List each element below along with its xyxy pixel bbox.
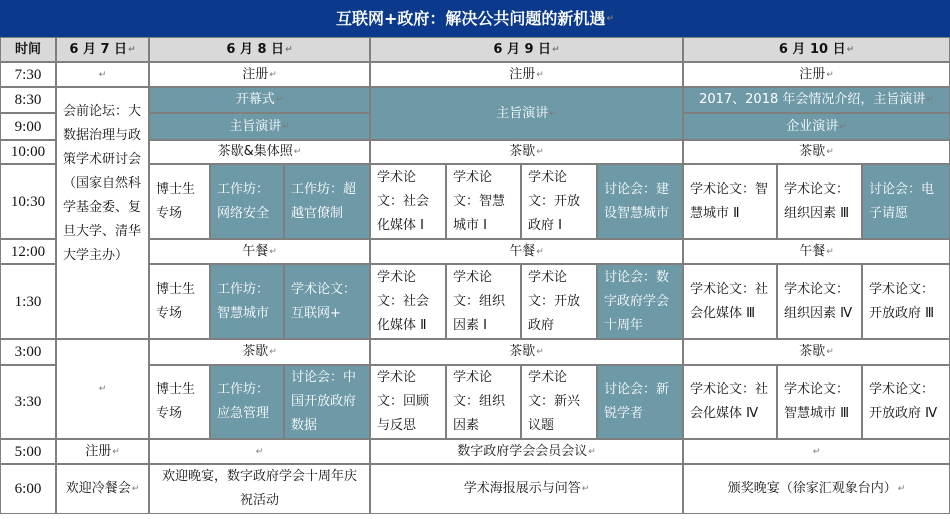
day10-empty-500: ↵ bbox=[683, 439, 950, 464]
day10-discussion-epetition: 讨论会：电子请愿 bbox=[862, 164, 950, 239]
day9-poster-session: 学术海报展示与问答 ↵ bbox=[370, 464, 683, 514]
day7-pre-forum: 会前论坛：大数据治理与政策学术研讨会（国家自然科学基金委、复旦大学、清华大学主办） bbox=[56, 87, 149, 339]
day10-intro-keynote: 2017、2018 年会情况介绍，主旨演讲 ↵ bbox=[683, 87, 950, 113]
day8-gala: 欢迎晚宴，数字政府学会十周年庆祝活动 bbox=[149, 464, 370, 514]
day8-phd-late: 博士生专场 bbox=[149, 365, 210, 439]
header-june-8: 6 月 8 日 ↵ bbox=[149, 37, 370, 62]
time-830: 8:30 bbox=[0, 87, 56, 113]
day9-keynote: 主旨演讲 ↵ bbox=[370, 87, 683, 140]
time-330: 3:30 bbox=[0, 365, 56, 439]
day9-member-meeting: 数字政府学会会员会议 ↵ bbox=[370, 439, 683, 464]
day9-discussion-smartcity: 讨论会：建设智慧城市 bbox=[597, 164, 683, 239]
day8-workshop-smartcity: 工作坊：智慧城市 bbox=[210, 264, 284, 339]
day10-paper-smartcity-2: 学术论文：智慧城市 Ⅱ bbox=[683, 164, 777, 239]
time-300: 3:00 bbox=[0, 339, 56, 365]
day10-tea-afternoon: 茶歇 ↵ bbox=[683, 339, 950, 365]
header-june-9: 6 月 9 日 ↵ bbox=[370, 37, 683, 62]
header-june-7: 6 月 7 日 ↵ bbox=[56, 37, 149, 62]
day7-empty-afternoon: ↵ bbox=[56, 339, 149, 439]
day7-registration: 注册 ↵ bbox=[56, 439, 149, 464]
day8-tea-afternoon: 茶歇 ↵ bbox=[149, 339, 370, 365]
time-1000: 10:00 bbox=[0, 140, 56, 164]
day8-registration: 注册 ↵ bbox=[149, 62, 370, 87]
day7-reception: 欢迎冷餐会 ↵ bbox=[56, 464, 149, 514]
schedule-title: 互联网+政府：解决公共问题的新机遇 ↵ bbox=[0, 0, 950, 37]
day10-enterprise-talk: 企业演讲 ↵ bbox=[683, 113, 950, 140]
day8-empty-500: ↵ bbox=[149, 439, 370, 464]
day8-lunch: 午餐 ↵ bbox=[149, 239, 370, 264]
header-june-10: 6 月 10 日 ↵ bbox=[683, 37, 950, 62]
day9-tea-morning: 茶歇 ↵ bbox=[370, 140, 683, 164]
day9-paper-opengov-1: 学术论文：开放政府 Ⅰ bbox=[521, 164, 597, 239]
day9-paper-review: 学术论文：回顾与反思 bbox=[370, 365, 446, 439]
day10-registration: 注册 ↵ bbox=[683, 62, 950, 87]
day9-paper-factors: 学术论文：组织因素 bbox=[446, 365, 521, 439]
day9-discussion-newcomers: 讨论会：新锐学者 bbox=[597, 365, 683, 439]
day8-workshop-bureaucracy: 工作坊：超越官僚制 bbox=[284, 164, 370, 239]
day9-registration: 注册 ↵ bbox=[370, 62, 683, 87]
day9-paper-factors-1: 学术论文：组织因素 Ⅰ bbox=[446, 264, 521, 339]
time-1030: 10:30 bbox=[0, 164, 56, 239]
day10-paper-opengov-3: 学术论文：开放政府 Ⅲ bbox=[862, 264, 950, 339]
day9-tea-afternoon: 茶歇 ↵ bbox=[370, 339, 683, 365]
time-500: 5:00 bbox=[0, 439, 56, 464]
time-730: 7:30 bbox=[0, 62, 56, 87]
day7-empty-730: ↵ bbox=[56, 62, 149, 87]
day9-lunch: 午餐 ↵ bbox=[370, 239, 683, 264]
day10-paper-factors-3: 学术论文：组织因素 Ⅲ bbox=[777, 164, 862, 239]
day8-workshop-security: 工作坊：网络安全 bbox=[210, 164, 284, 239]
day10-awards-banquet: 颁奖晚宴（徐家汇观象台内） ↵ bbox=[683, 464, 950, 514]
day8-paper-internet: 学术论文：互联网+ bbox=[284, 264, 370, 339]
day8-workshop-emergency: 工作坊：应急管理 bbox=[210, 365, 284, 439]
day10-paper-smartcity-3: 学术论文：智慧城市 Ⅲ bbox=[777, 365, 862, 439]
day8-phd-afternoon: 博士生专场 bbox=[149, 264, 210, 339]
time-130: 1:30 bbox=[0, 264, 56, 339]
day10-paper-social-3: 学术论文：社会化媒体 Ⅲ bbox=[683, 264, 777, 339]
day9-paper-emerging: 学术论文：新兴议题 bbox=[521, 365, 597, 439]
day10-lunch: 午餐 ↵ bbox=[683, 239, 950, 264]
day10-tea-morning: 茶歇 ↵ bbox=[683, 140, 950, 164]
day10-paper-social-4: 学术论文：社会化媒体 Ⅳ bbox=[683, 365, 777, 439]
day8-discussion-opendata: 讨论会：中国开放政府数据 bbox=[284, 365, 370, 439]
time-900: 9:00 bbox=[0, 113, 56, 140]
day10-paper-factors-4: 学术论文：组织因素 Ⅳ bbox=[777, 264, 862, 339]
header-time: 时间 bbox=[0, 37, 56, 62]
day8-opening: 开幕式 ↵ bbox=[149, 87, 370, 113]
day9-discussion-dgs-anniversary: 讨论会：数字政府学会十周年 bbox=[597, 264, 683, 339]
time-1200: 12:00 bbox=[0, 239, 56, 264]
day8-tea-photo: 茶歇&集体照 ↵ bbox=[149, 140, 370, 164]
day9-paper-social-1: 学术论文：社会化媒体 Ⅰ bbox=[370, 164, 446, 239]
day8-keynote: 主旨演讲 ↵ bbox=[149, 113, 370, 140]
time-600: 6:00 bbox=[0, 464, 56, 514]
day9-paper-smartcity-1: 学术论文：智慧城市 Ⅰ bbox=[446, 164, 521, 239]
day8-phd-morning: 博士生专场 bbox=[149, 164, 210, 239]
day9-paper-opengov: 学术论文：开放政府 bbox=[521, 264, 597, 339]
day9-paper-social-2: 学术论文：社会化媒体 Ⅱ bbox=[370, 264, 446, 339]
day10-paper-opengov-4: 学术论文：开放政府 Ⅳ bbox=[862, 365, 950, 439]
